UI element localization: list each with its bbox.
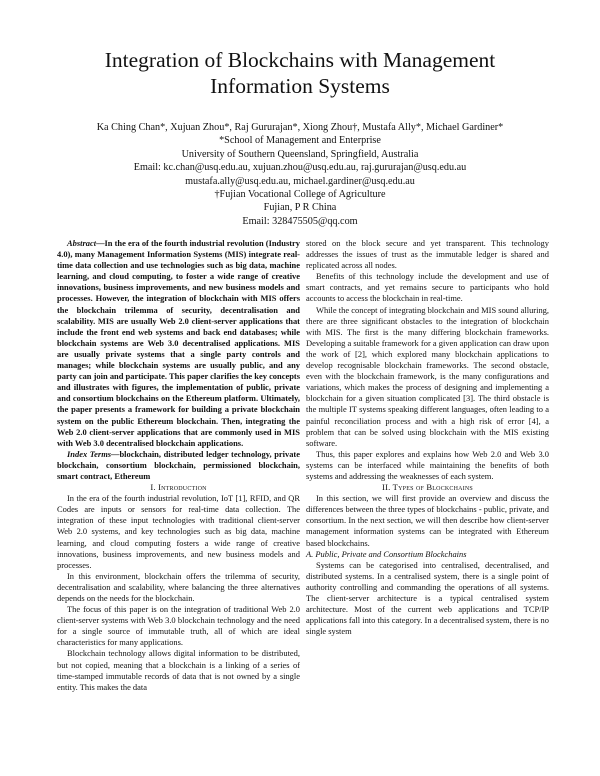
title-line-1: Integration of Blockchains with Management xyxy=(104,48,496,72)
emails-2: mustafa.ally@usq.edu.au, michael.gardiner@usq.edu.au xyxy=(185,175,415,187)
affiliation-2-place: Fujian, P R China xyxy=(263,202,337,214)
paragraph: Blockchain technology allows digital information to be distributed, but not copied, meaning that a blockchain is a linking of a series of time-stamped immutable records of data that is not owned by a single entity. This makes the data xyxy=(57,648,300,692)
section-heading-types-of-blockchains: II. Types of Blockchains xyxy=(382,482,473,493)
paragraph: In this environment, blockchain offers the trilemma of security, decentralisation and scalability, where balancing the three alternatives depends on the needs for the blockchain. xyxy=(57,570,300,603)
subsection-heading: A. Public, Private and Consortium Blockchains xyxy=(306,548,467,559)
section-heading-introduction: I. Introduction xyxy=(150,482,207,493)
paragraph: Systems can be categorised into centralised, decentralised, and distributed systems. In a centralised system, there is a single point of authority controlling and commanding the operations of all systems. The client-server architecture is a typical centralised system architecture. Most of the current web applications and TCP/IP applications fall into this category. In a decentralised system, there is no single system xyxy=(306,559,549,637)
paragraph: Benefits of this technology include the development and use of smart contracts, and yet remains secure to participants who hold accounts to access the blockchain in real-time. xyxy=(306,271,549,304)
paragraph: In the era of the fourth industrial revolution, IoT [1], RFID, and QR Codes are inputs or sensors for real-time data collection. The integration of these input technologies with traditional client-server Web 2.0 systems, and key technologies such as big data, machine learning, and cloud computing fosters a wide range of creative innovations, business improvements, and new business models and processes. xyxy=(57,493,300,570)
paragraph: The focus of this paper is on the integration of traditional Web 2.0 client-server systems with Web 3.0 blockchain technology and the need for a single source of immutable truth, all of which are ideal characteristics for many applications. xyxy=(57,604,300,648)
affiliation-2: †Fujian Vocational College of Agriculture xyxy=(214,189,386,201)
left-column xyxy=(57,238,300,693)
affiliation-1: *School of Management and Enterprise xyxy=(219,135,381,147)
emails-3: Email: 328475505@qq.com xyxy=(242,215,358,227)
title-line-2: Information Systems xyxy=(210,74,390,98)
index-terms-label: Index Terms xyxy=(67,448,112,459)
affiliation-1-place: University of Southern Queensland, Springfield, Australia xyxy=(181,148,419,160)
paragraph: Thus, this paper explores and explains how Web 2.0 and Web 3.0 systems can be interfaced while maintaining the benefits of both systems and addressing the weaknesses of each system. xyxy=(306,448,549,481)
index-terms-text: —blockchain, distributed ledger technology, private blockchain, consortium blockchain, permissioned blockchain, smart contract, Ethereum xyxy=(57,448,300,481)
index-terms xyxy=(57,449,300,482)
author-block xyxy=(40,121,560,228)
paragraph: In this section, we will first provide an overview and discuss the differences between the three types of blockchains - public, private, and consortium. In the next section, we will then describe how client-server management information systems can be integrated with Ethereum based blockchains. xyxy=(306,493,549,548)
right-column xyxy=(306,238,549,637)
paragraph: stored on the block secure and yet transparent. This technology addresses the issues of trust as the immutable ledger is shared and replicated across all nodes. xyxy=(306,238,549,271)
paper-title xyxy=(40,47,560,99)
abstract-text: —In the era of the fourth industrial revolution (Industry 4.0), many Management Information Systems (MIS) integrate real-time data collection and use technologies such as big data, machine learning, and cloud computing, to foster a wide range of creative innovations, business improvements, and new business models and processes. However, the integration of blockchain with MIS offers the blockchain trilemma of security, decentralisation and scalability. MIS are usually Web 2.0 client-server applications that include the front end web systems and back end databases; while blockchain systems are Web 3.0 decentralised applications. MIS are usually private systems that a single party controls and manages; while blockchain systems are usually public, and any party can join and participate. This paper clarifies the key concepts and illustrates with figures, the implementation of public, private and consortium blockchains on the Ethereum platform. Ultimately, the paper presents a framework for building a private blockchain system on the public Ethereum blockchain. Then, integrating the Web 2.0 client-server applications that are commonly used in MIS with Web 3.0 decentralised blockchain applications. xyxy=(57,238,300,448)
abstract xyxy=(57,238,300,449)
emails-1: Email: kc.chan@usq.edu.au, xujuan.zhou@usq.edu.au, raj.gururajan@usq.edu.au xyxy=(133,162,467,174)
abstract-label: Abstract xyxy=(67,238,97,248)
author-names: Ka Ching Chan*, Xujuan Zhou*, Raj Gururajan*, Xiong Zhou†, Mustafa Ally*, Michael Gardiner* xyxy=(96,122,504,133)
paragraph: While the concept of integrating blockchain and MIS sound alluring, there are three significant obstacles to the integration of blockchain with MIS. The first is the many differing blockchain frameworks. Developing a suitable framework for a given application can draw upon the work of [2], which explored many blockchain applications to develop recognisable blockchain frameworks. The second obstacle, even with the blockchain framework, is the many configurations and variations, which makes the process of designing and implementing a blockchain for a given situation complicated [3]. The third obstacle is the multiple IT systems speaking different languages, often leading to a painful reconciliation process and with a high risk of error [4], a problem that can be solved using blockchain with the MIS existing software. xyxy=(306,304,549,448)
